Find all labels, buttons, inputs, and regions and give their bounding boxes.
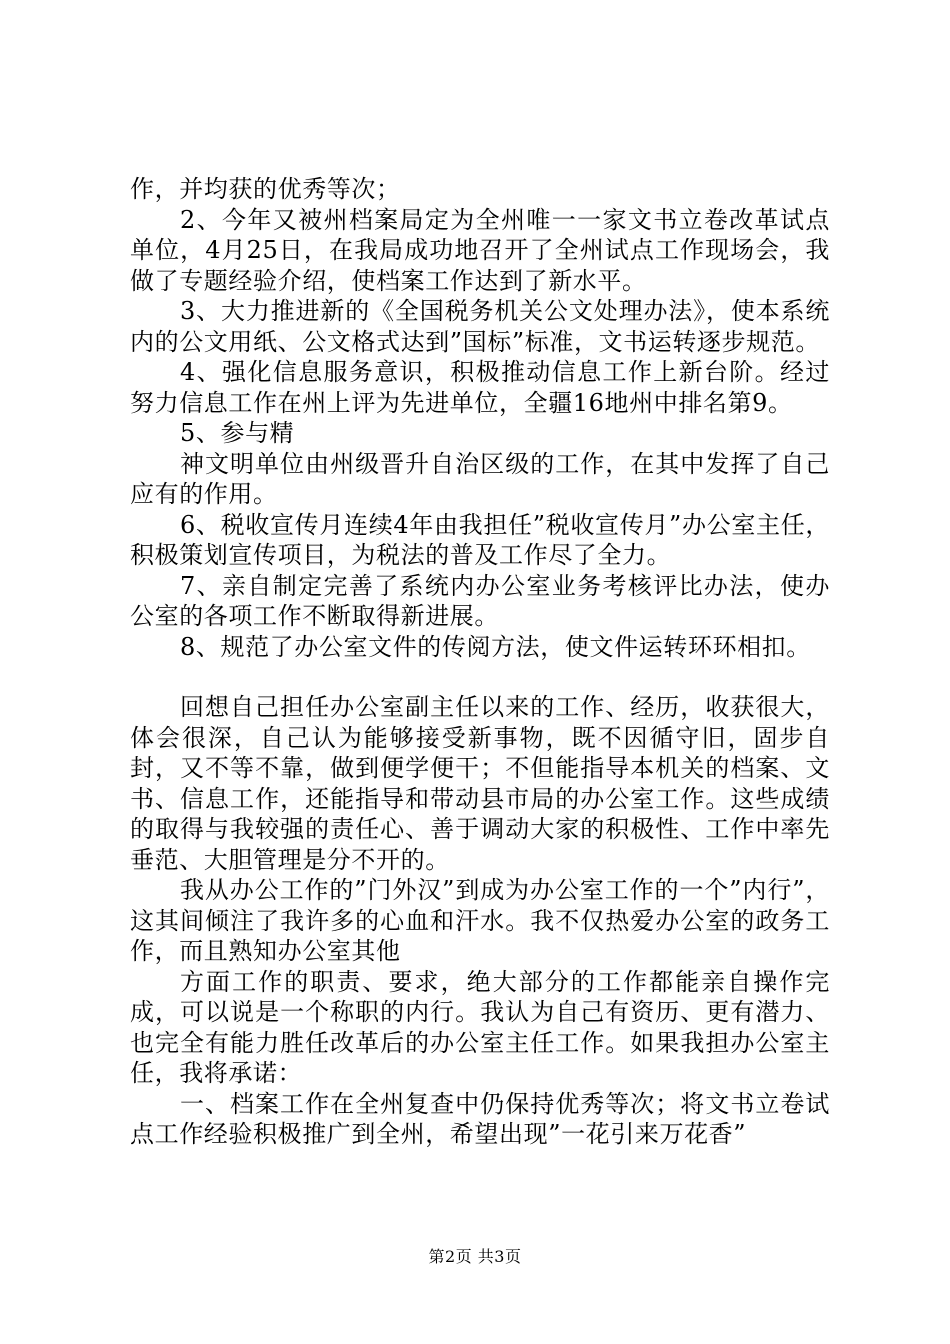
paragraph: 神文明单位由州级晋升自治区级的工作，在其中发挥了自己应有的作用。 <box>130 449 830 508</box>
paragraph: 8、规范了办公室文件的传阅方法，使文件运转环环相扣。 <box>180 632 811 661</box>
paragraph: 一、档案工作在全州复查中仍保持优秀等次；将文书立卷试点工作经验积极推广到全州，希望出现”一花引来万花香” <box>130 1089 830 1148</box>
document-body <box>130 174 830 1150</box>
paragraph: 4、强化信息服务意识，积极推动信息工作上新台阶。经过努力信息工作在州上评为先进单位，全疆16地州中排名第9。 <box>130 358 830 417</box>
paragraph: 7、亲自制定完善了系统内办公室业务考核评比办法，使办公室的各项工作不断取得新进展。 <box>130 571 830 630</box>
paragraph: 2、今年又被州档案局定为全州唯一一家文书立卷改革试点单位，4月25日，在我局成功地召开了全州试点工作现场会，我做了专题经验介绍，使档案工作达到了新水平。 <box>130 205 830 295</box>
paragraph: 回想自己担任办公室副主任以来的工作、经历，收获很大，体会很深，自己认为能够接受新事物，既不因循守旧，固步自封，又不等不靠，做到便学便干；不但能指导本机关的档案、文书、信息工作，还能指导和带动县市局的办公室工作。这些成绩的取得与我较强的责任心、善于调动大家的积极性、工作中率先垂范、大胆管理是分不开的。 <box>130 693 830 874</box>
paragraph: 6、税收宣传月连续4年由我担任”税收宣传月”办公室主任，积极策划宣传项目，为税法的普及工作尽了全力。 <box>130 510 830 569</box>
paragraph: 我从办公工作的”门外汉”到成为办公室工作的一个”内行”，这其间倾注了我许多的心血和汗水。我不仅热爱办公室的政务工作，而且熟知办公室其他 <box>130 876 830 965</box>
paragraph: 5、参与精 <box>180 419 295 447</box>
paragraph: 3、大力推进新的《全国税务机关公文处理办法》，使本系统内的公文用纸、公文格式达到”国标”标准，文书运转逐步规范。 <box>130 297 830 356</box>
page-number-footer: 第2页 共3页 <box>428 1247 522 1266</box>
paragraph: 作，并均获的优秀等次； <box>130 175 401 203</box>
paragraph: 方面工作的职责、要求，绝大部分的工作都能亲自操作完成，可以说是一个称职的内行。我认为自己有资历、更有潜力、也完全有能力胜任改革后的办公室主任工作。如果我担办公室主任，我将承诺： <box>130 967 830 1087</box>
